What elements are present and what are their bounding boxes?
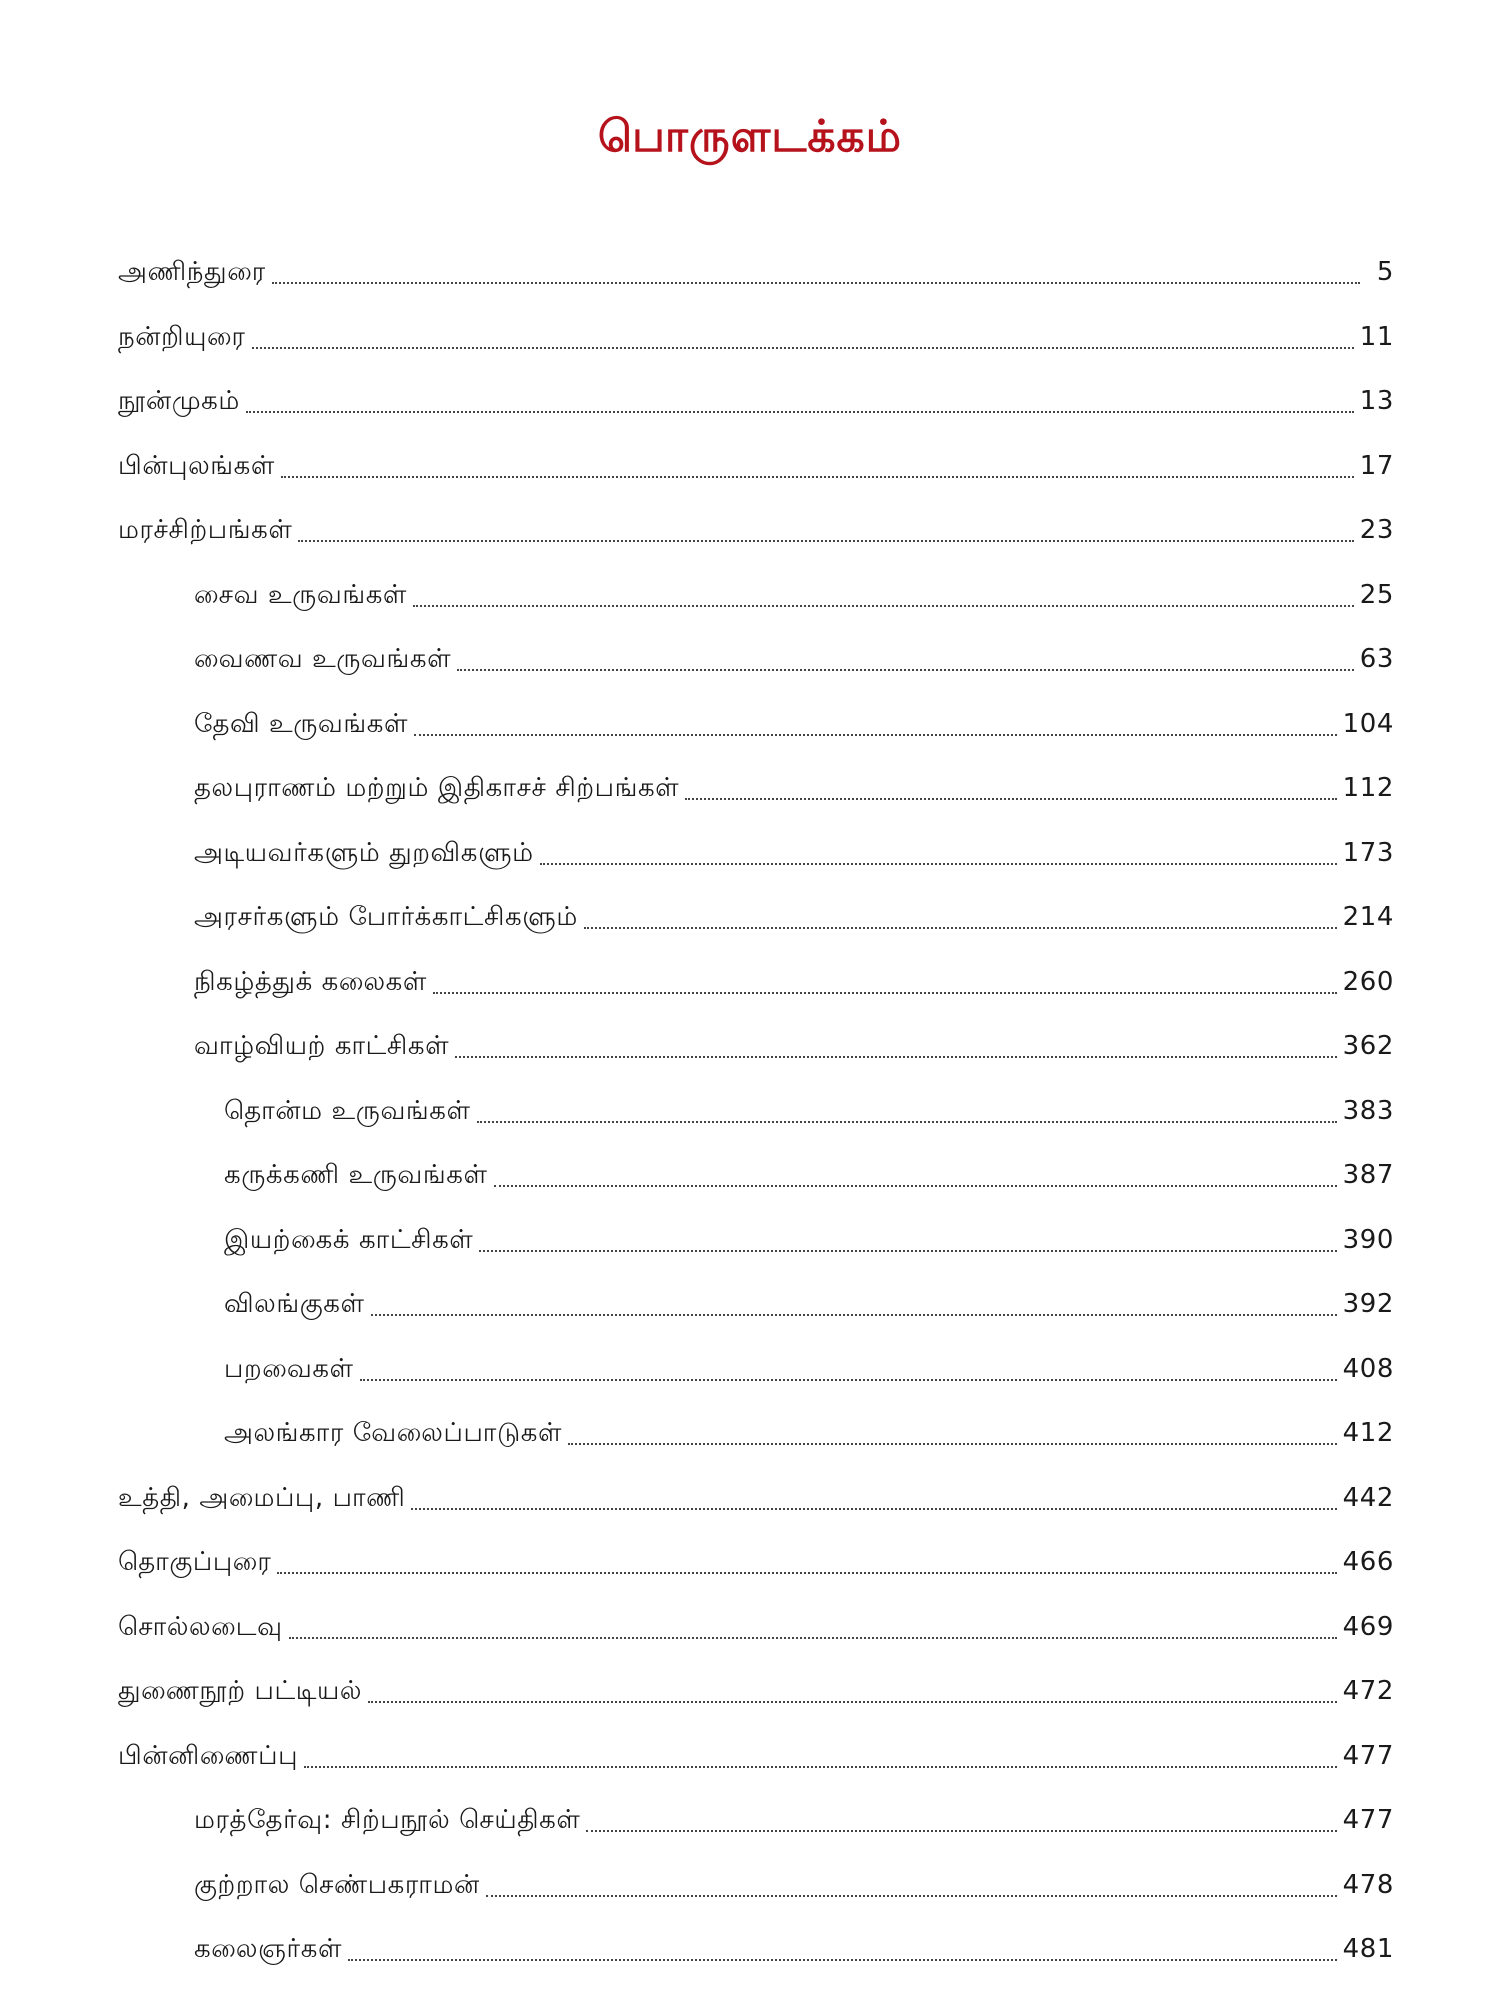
- dot-leader: [540, 863, 1337, 865]
- toc-entry-title: கலைஞர்கள்: [194, 1934, 343, 1964]
- dot-leader: [277, 1572, 1336, 1574]
- toc-entry[interactable]: [118, 1272, 1394, 1337]
- dot-leader: [289, 1637, 1337, 1639]
- toc-entry-page-number: 477: [1342, 1740, 1394, 1771]
- toc-entry-title: நூன்முகம்: [118, 386, 240, 416]
- dot-leader: [371, 1314, 1337, 1316]
- toc-entry-page-number: 23: [1359, 515, 1394, 545]
- toc-entry-title: தொன்ம உருவங்கள்: [224, 1095, 471, 1126]
- toc-entry[interactable]: [118, 434, 1394, 499]
- toc-entry[interactable]: [118, 1401, 1394, 1466]
- toc-entry-page-number: 214: [1342, 902, 1394, 932]
- toc-entry[interactable]: [118, 305, 1394, 370]
- dot-leader: [281, 476, 1354, 478]
- toc-entry-page-number: 469: [1342, 1611, 1394, 1642]
- toc-entry-title: சைவ உருவங்கள்: [194, 579, 407, 610]
- dot-leader: [486, 1895, 1337, 1897]
- toc-entry-title: அலங்கார வேலைப்பாடுகள்: [224, 1418, 563, 1448]
- toc-entry-page-number: 11: [1359, 321, 1394, 352]
- dot-leader: [568, 1443, 1336, 1445]
- toc-entry-page-number: 5: [1376, 257, 1394, 287]
- toc-entry-title: கருக்கணி உருவங்கள்: [224, 1160, 488, 1190]
- dot-leader: [252, 347, 1354, 349]
- toc-entry[interactable]: [118, 1530, 1394, 1595]
- toc-entry-page-number: 13: [1359, 386, 1394, 416]
- toc-entry-page-number: 173: [1342, 837, 1394, 868]
- toc-entry-title: சொல்லடைவு: [118, 1611, 283, 1642]
- toc-entry-page-number: 104: [1342, 708, 1394, 739]
- toc-entry[interactable]: [118, 821, 1394, 886]
- toc-entry-title: நிகழ்த்துக் கலைகள்: [194, 966, 427, 997]
- toc-entry[interactable]: [118, 756, 1394, 821]
- dot-leader: [455, 1056, 1336, 1058]
- dot-leader: [586, 1830, 1336, 1832]
- toc-entry[interactable]: [118, 1208, 1394, 1273]
- table-of-contents: [118, 240, 1394, 1982]
- toc-entry-title: உத்தி, அமைப்பு, பாணி: [118, 1482, 406, 1513]
- toc-entry-title: அடியவர்களும் துறவிகளும்: [194, 837, 534, 868]
- toc-entry-page-number: 412: [1342, 1418, 1394, 1448]
- toc-entry-title: மரச்சிற்பங்கள்: [118, 515, 293, 545]
- toc-entry[interactable]: [118, 1788, 1394, 1853]
- toc-entry[interactable]: [118, 1659, 1394, 1724]
- toc-entry-title: வைணவ உருவங்கள்: [194, 644, 452, 674]
- toc-entry-title: தொகுப்புரை: [118, 1547, 272, 1577]
- toc-entry-page-number: 260: [1342, 966, 1394, 997]
- toc-entry[interactable]: [118, 1917, 1394, 1982]
- toc-entry-title: தலபுராணம் மற்றும் இதிகாசச் சிற்பங்கள்: [194, 773, 680, 803]
- dot-leader: [477, 1121, 1337, 1123]
- dot-leader: [413, 605, 1354, 607]
- dot-leader: [685, 798, 1336, 800]
- toc-entry[interactable]: [118, 1724, 1394, 1789]
- toc-entry-page-number: 387: [1342, 1160, 1394, 1190]
- toc-entry-page-number: 477: [1342, 1805, 1394, 1835]
- toc-entry-page-number: 442: [1342, 1482, 1394, 1513]
- toc-entry-page-number: 481: [1342, 1934, 1394, 1964]
- toc-entry[interactable]: [118, 950, 1394, 1015]
- toc-entry-page-number: 63: [1359, 644, 1394, 674]
- toc-entry[interactable]: [118, 692, 1394, 757]
- toc-entry-title: நன்றியுரை: [118, 321, 246, 352]
- toc-entry-page-number: 383: [1342, 1095, 1394, 1126]
- dot-leader: [414, 734, 1336, 736]
- dot-leader: [368, 1701, 1336, 1703]
- toc-entry[interactable]: [118, 1079, 1394, 1144]
- toc-entry[interactable]: [118, 1014, 1394, 1079]
- toc-entry-title: விலங்குகள்: [224, 1289, 365, 1319]
- dot-leader: [298, 540, 1353, 542]
- toc-entry-title: குற்றால செண்பகராமன்: [194, 1869, 480, 1900]
- toc-entry[interactable]: [118, 369, 1394, 434]
- dot-leader: [411, 1508, 1336, 1510]
- page-title: பொருளடக்கம்: [597, 111, 903, 163]
- toc-entry-title: துணைநூற் பட்டியல்: [118, 1676, 363, 1706]
- dot-leader: [433, 992, 1337, 994]
- toc-entry-page-number: 466: [1342, 1547, 1394, 1577]
- toc-entry-page-number: 392: [1342, 1289, 1394, 1319]
- toc-entry-title: அரசர்களும் போர்க்காட்சிகளும்: [194, 902, 578, 932]
- toc-entry-page-number: 408: [1342, 1353, 1394, 1384]
- toc-entry-page-number: 17: [1359, 450, 1394, 481]
- toc-entry-page-number: 362: [1342, 1031, 1394, 1061]
- dot-leader: [246, 411, 1354, 413]
- toc-entry-title: பின்புலங்கள்: [118, 450, 275, 481]
- toc-entry[interactable]: [118, 1595, 1394, 1660]
- dot-leader: [360, 1379, 1337, 1381]
- toc-entry-page-number: 25: [1359, 579, 1394, 610]
- toc-entry-title: இயற்கைக் காட்சிகள்: [224, 1224, 474, 1255]
- toc-entry[interactable]: [118, 1466, 1394, 1531]
- toc-entry[interactable]: [118, 1143, 1394, 1208]
- dot-leader: [479, 1250, 1336, 1252]
- toc-entry[interactable]: [118, 563, 1394, 628]
- toc-entry-title: பின்னிணைப்பு: [118, 1740, 299, 1771]
- toc-entry[interactable]: [118, 240, 1394, 305]
- toc-entry[interactable]: [118, 1337, 1394, 1402]
- toc-entry-page-number: 478: [1342, 1869, 1394, 1900]
- dot-leader: [494, 1185, 1337, 1187]
- toc-entry[interactable]: [118, 498, 1394, 563]
- dot-leader: [348, 1959, 1337, 1961]
- toc-entry[interactable]: [118, 1853, 1394, 1918]
- dot-leader: [304, 1766, 1337, 1768]
- toc-entry-page-number: 390: [1342, 1224, 1394, 1255]
- toc-entry-page-number: 472: [1342, 1676, 1394, 1706]
- toc-entry[interactable]: [118, 627, 1394, 692]
- toc-entry-title: மரத்தேர்வு: சிற்பநூல் செய்திகள்: [194, 1805, 581, 1835]
- dot-leader: [272, 282, 1360, 284]
- dot-leader: [457, 669, 1354, 671]
- toc-entry-title: தேவி உருவங்கள்: [194, 708, 409, 739]
- dot-leader: [584, 927, 1337, 929]
- toc-entry-title: பறவைகள்: [224, 1353, 354, 1384]
- toc-entry-page-number: 112: [1342, 773, 1394, 803]
- toc-entry[interactable]: [118, 885, 1394, 950]
- toc-entry-title: வாழ்வியற் காட்சிகள்: [194, 1031, 450, 1061]
- toc-entry-title: அணிந்துரை: [118, 257, 266, 287]
